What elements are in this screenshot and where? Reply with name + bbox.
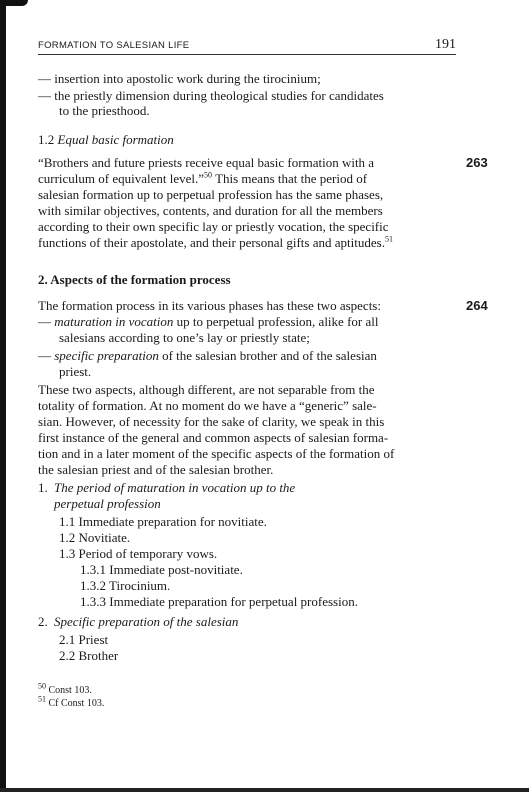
outline-item-1-number: 1.: [38, 480, 48, 495]
outline-item-2-1: 2.1 Priest: [59, 632, 109, 647]
outline-item-1-3: 1.3 Period of temporary vows.: [59, 546, 218, 561]
paragraph-line: salesian formation up to perpetual profession has the same phases,: [38, 187, 384, 202]
footnote-marker: 50: [38, 681, 46, 691]
bullet-line: — insertion into apostolic work during the tirocinium;: [38, 71, 321, 86]
section-heading-1-2: [38, 132, 174, 148]
paragraph-line: tion and in a later moment of the specific aspects of the formation of: [38, 446, 395, 461]
paragraph-line: totality of formation. At no moment do we have a “generic” sale-: [38, 398, 377, 413]
outline-item-2-2: 2.2 Brother: [59, 648, 119, 663]
bullet-continuation: salesians according to one’s lay or priestly state;: [59, 330, 310, 345]
outline-item-1-3-2: 1.3.2 Tirocinium.: [80, 578, 171, 593]
paragraph-line: [38, 171, 367, 187]
outline-item-1-2: 1.2 Novitiate.: [59, 530, 131, 545]
outline-item-1-3-1: 1.3.1 Immediate post-novitiate.: [80, 562, 243, 577]
footnote-text: Cf Const 103.: [48, 698, 105, 709]
footnote-ref-51: 51: [384, 234, 393, 244]
text: functions of their apostolate, and their personal gifts and aptitudes.: [38, 235, 385, 250]
section-title: Equal basic formation: [57, 132, 174, 147]
section-heading-2: 2. Aspects of the formation process: [38, 272, 231, 287]
paragraph-line: first instance of the general and common aspects of salesian forma-: [38, 430, 389, 445]
running-head: FORMATION TO SALESIAN LIFE: [38, 40, 190, 51]
scan-edge-left: [0, 0, 6, 792]
paragraph-line: the salesian priest and of the salesian brother.: [38, 462, 274, 477]
scan-edge-bottom: [0, 788, 529, 792]
scan-edge-top: [0, 0, 28, 6]
footnote-50: [38, 681, 92, 697]
text: of the salesian brother and of the salesian: [162, 348, 377, 363]
emphasis: maturation in vocation: [54, 314, 174, 329]
bullet-continuation: to the priesthood.: [59, 103, 150, 118]
bullet-line: [38, 348, 377, 364]
text: curriculum of equivalent level.”: [38, 171, 205, 186]
dash: —: [38, 348, 51, 363]
bullet-continuation: priest.: [59, 364, 92, 379]
dash: —: [38, 314, 51, 329]
footnote-51: [38, 694, 105, 710]
footnote-marker: 51: [38, 694, 46, 704]
page-header: [38, 38, 456, 55]
footnote-ref-50: 50: [204, 170, 213, 180]
paragraph-line: The formation process in its various phases has these two aspects:: [38, 298, 381, 313]
footnote-text: Const 103.: [48, 685, 92, 696]
paragraph-line: “Brothers and future priests receive equal basic formation with a: [38, 155, 375, 170]
emphasis: specific preparation: [54, 348, 159, 363]
paragraph-line: [38, 235, 393, 251]
text: This means that the period of: [215, 171, 368, 186]
paragraph-line: These two aspects, although different, are not separable from the: [38, 382, 375, 397]
outline-item-1-continuation: perpetual profession: [54, 496, 161, 511]
outline-item-2: Specific preparation of the salesian: [54, 614, 239, 629]
bullet-line: [38, 314, 378, 330]
outline-item-1-1: 1.1 Immediate preparation for novitiate.: [59, 514, 267, 529]
section-number: 1.2: [38, 132, 55, 147]
outline-item-1: The period of maturation in vocation up to the: [54, 480, 296, 495]
bullet-line: — the priestly dimension during theological studies for candidates: [38, 88, 384, 103]
outline-item-1-3-3: 1.3.3 Immediate preparation for perpetual profession.: [80, 594, 358, 609]
paragraph-line: with similar objectives, contents, and duration for all the members: [38, 203, 383, 218]
margin-number-264: 264: [466, 298, 488, 313]
paragraph-line: sian. However, of necessity for the sake of clarity, we speak in this: [38, 414, 385, 429]
text: up to perpetual profession, alike for all: [176, 314, 379, 329]
paragraph-line: according to their own specific lay or priestly vocation, the specific: [38, 219, 389, 234]
margin-number-263: 263: [466, 155, 488, 170]
page-number: 191: [435, 37, 456, 52]
outline-item-2-number: 2.: [38, 614, 48, 629]
